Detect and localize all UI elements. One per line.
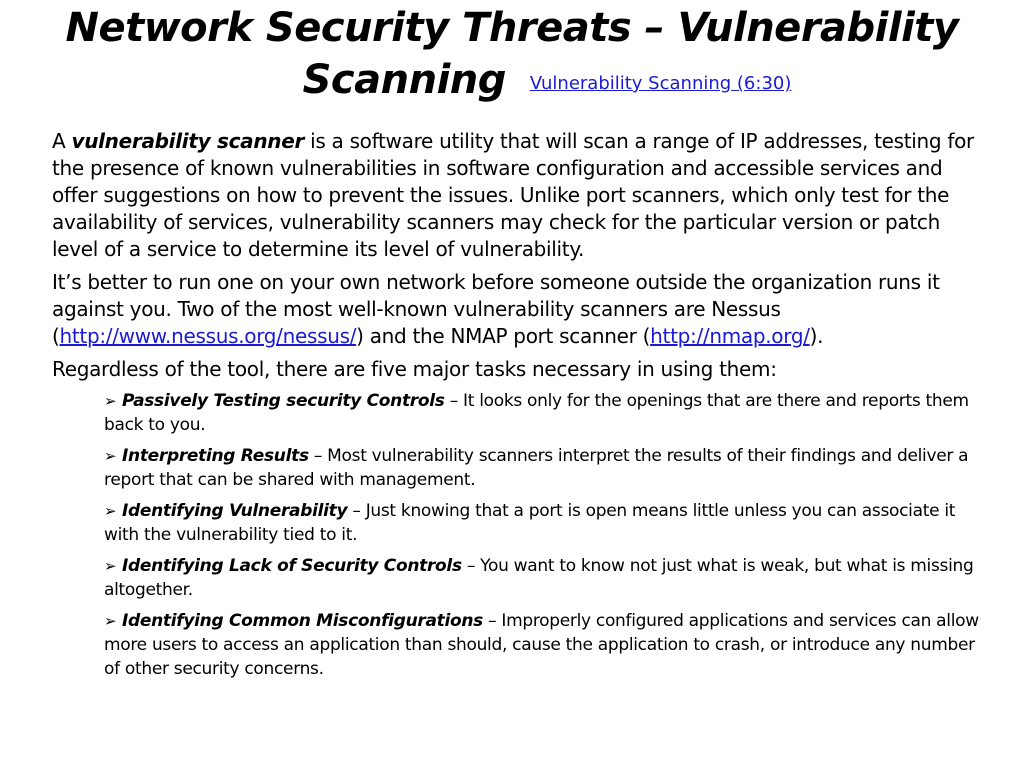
- task-description: – Most vulnerability scanners interpret the results of their findings and deliver a report that can be shared with management.: [104, 446, 969, 490]
- paragraph-definition: [52, 128, 982, 263]
- title-line2: Scanning: [302, 57, 506, 103]
- paragraph1-text: is a software utility that will scan a range of IP addresses, testing for the presence of known vulnerabilities in software configuration and accessible services and offer suggestions on how to prevent the issues. Unlike port scanners, which only test for the availability of services, vulnerability scanners may check for the particular version or patch level of a service to determine its level of vulnerability.: [52, 129, 974, 261]
- slide-body: [52, 128, 982, 688]
- paragraph1-prefix: A: [52, 129, 72, 153]
- title-line1: Network Security Threats – Vulnerability: [65, 5, 959, 51]
- task-description: – Just knowing that a port is open means little unless you can associate it with the vulnerability tied to it.: [104, 501, 956, 545]
- task-item: [104, 499, 982, 547]
- task-item: [104, 609, 982, 681]
- nmap-link[interactable]: http://nmap.org/: [650, 324, 810, 348]
- paragraph-recommendation: [52, 269, 982, 350]
- vulnerability-scanner-term: vulnerability scanner: [71, 129, 305, 153]
- video-link[interactable]: Vulnerability Scanning (6:30): [529, 73, 792, 94]
- title-line2-row: [40, 54, 984, 110]
- task-description: – You want to know not just what is weak, but what is missing altogether.: [104, 556, 974, 600]
- task-list: [104, 389, 982, 681]
- arrow-bullet-icon: ➢: [104, 447, 117, 465]
- paragraph2-part1: It’s better to run one on your own network before someone outside the organization runs it against you. Two of the most well-known vulnerability scanners are Nessus (: [52, 270, 940, 348]
- task-name: Interpreting Results: [122, 446, 309, 466]
- task-name: Identifying Vulnerability: [122, 501, 348, 521]
- task-name: Identifying Lack of Security Controls: [122, 556, 462, 576]
- task-description: – Improperly configured applications and services can allow more users to access an application than should, cause the application to crash, or introduce any number of other security concerns.: [104, 611, 979, 679]
- arrow-bullet-icon: ➢: [104, 502, 117, 520]
- task-description: – It looks only for the openings that are there and reports them back to you.: [104, 391, 969, 435]
- paragraph-tasks-intro: Regardless of the tool, there are five major tasks necessary in using them:: [52, 357, 777, 381]
- paragraph2-part3: ).: [809, 324, 824, 348]
- slide-title: [40, 2, 984, 110]
- nessus-link[interactable]: http://www.nessus.org/nessus/: [59, 324, 357, 348]
- task-item: [104, 444, 982, 492]
- arrow-bullet-icon: ➢: [104, 557, 117, 575]
- task-item: [104, 389, 982, 437]
- task-name: Identifying Common Misconfigurations: [122, 611, 483, 631]
- task-item: [104, 554, 982, 602]
- paragraph2-part2: ) and the NMAP port scanner (: [356, 324, 651, 348]
- arrow-bullet-icon: ➢: [104, 392, 117, 410]
- task-name: Passively Testing security Controls: [122, 391, 445, 411]
- arrow-bullet-icon: ➢: [104, 612, 117, 630]
